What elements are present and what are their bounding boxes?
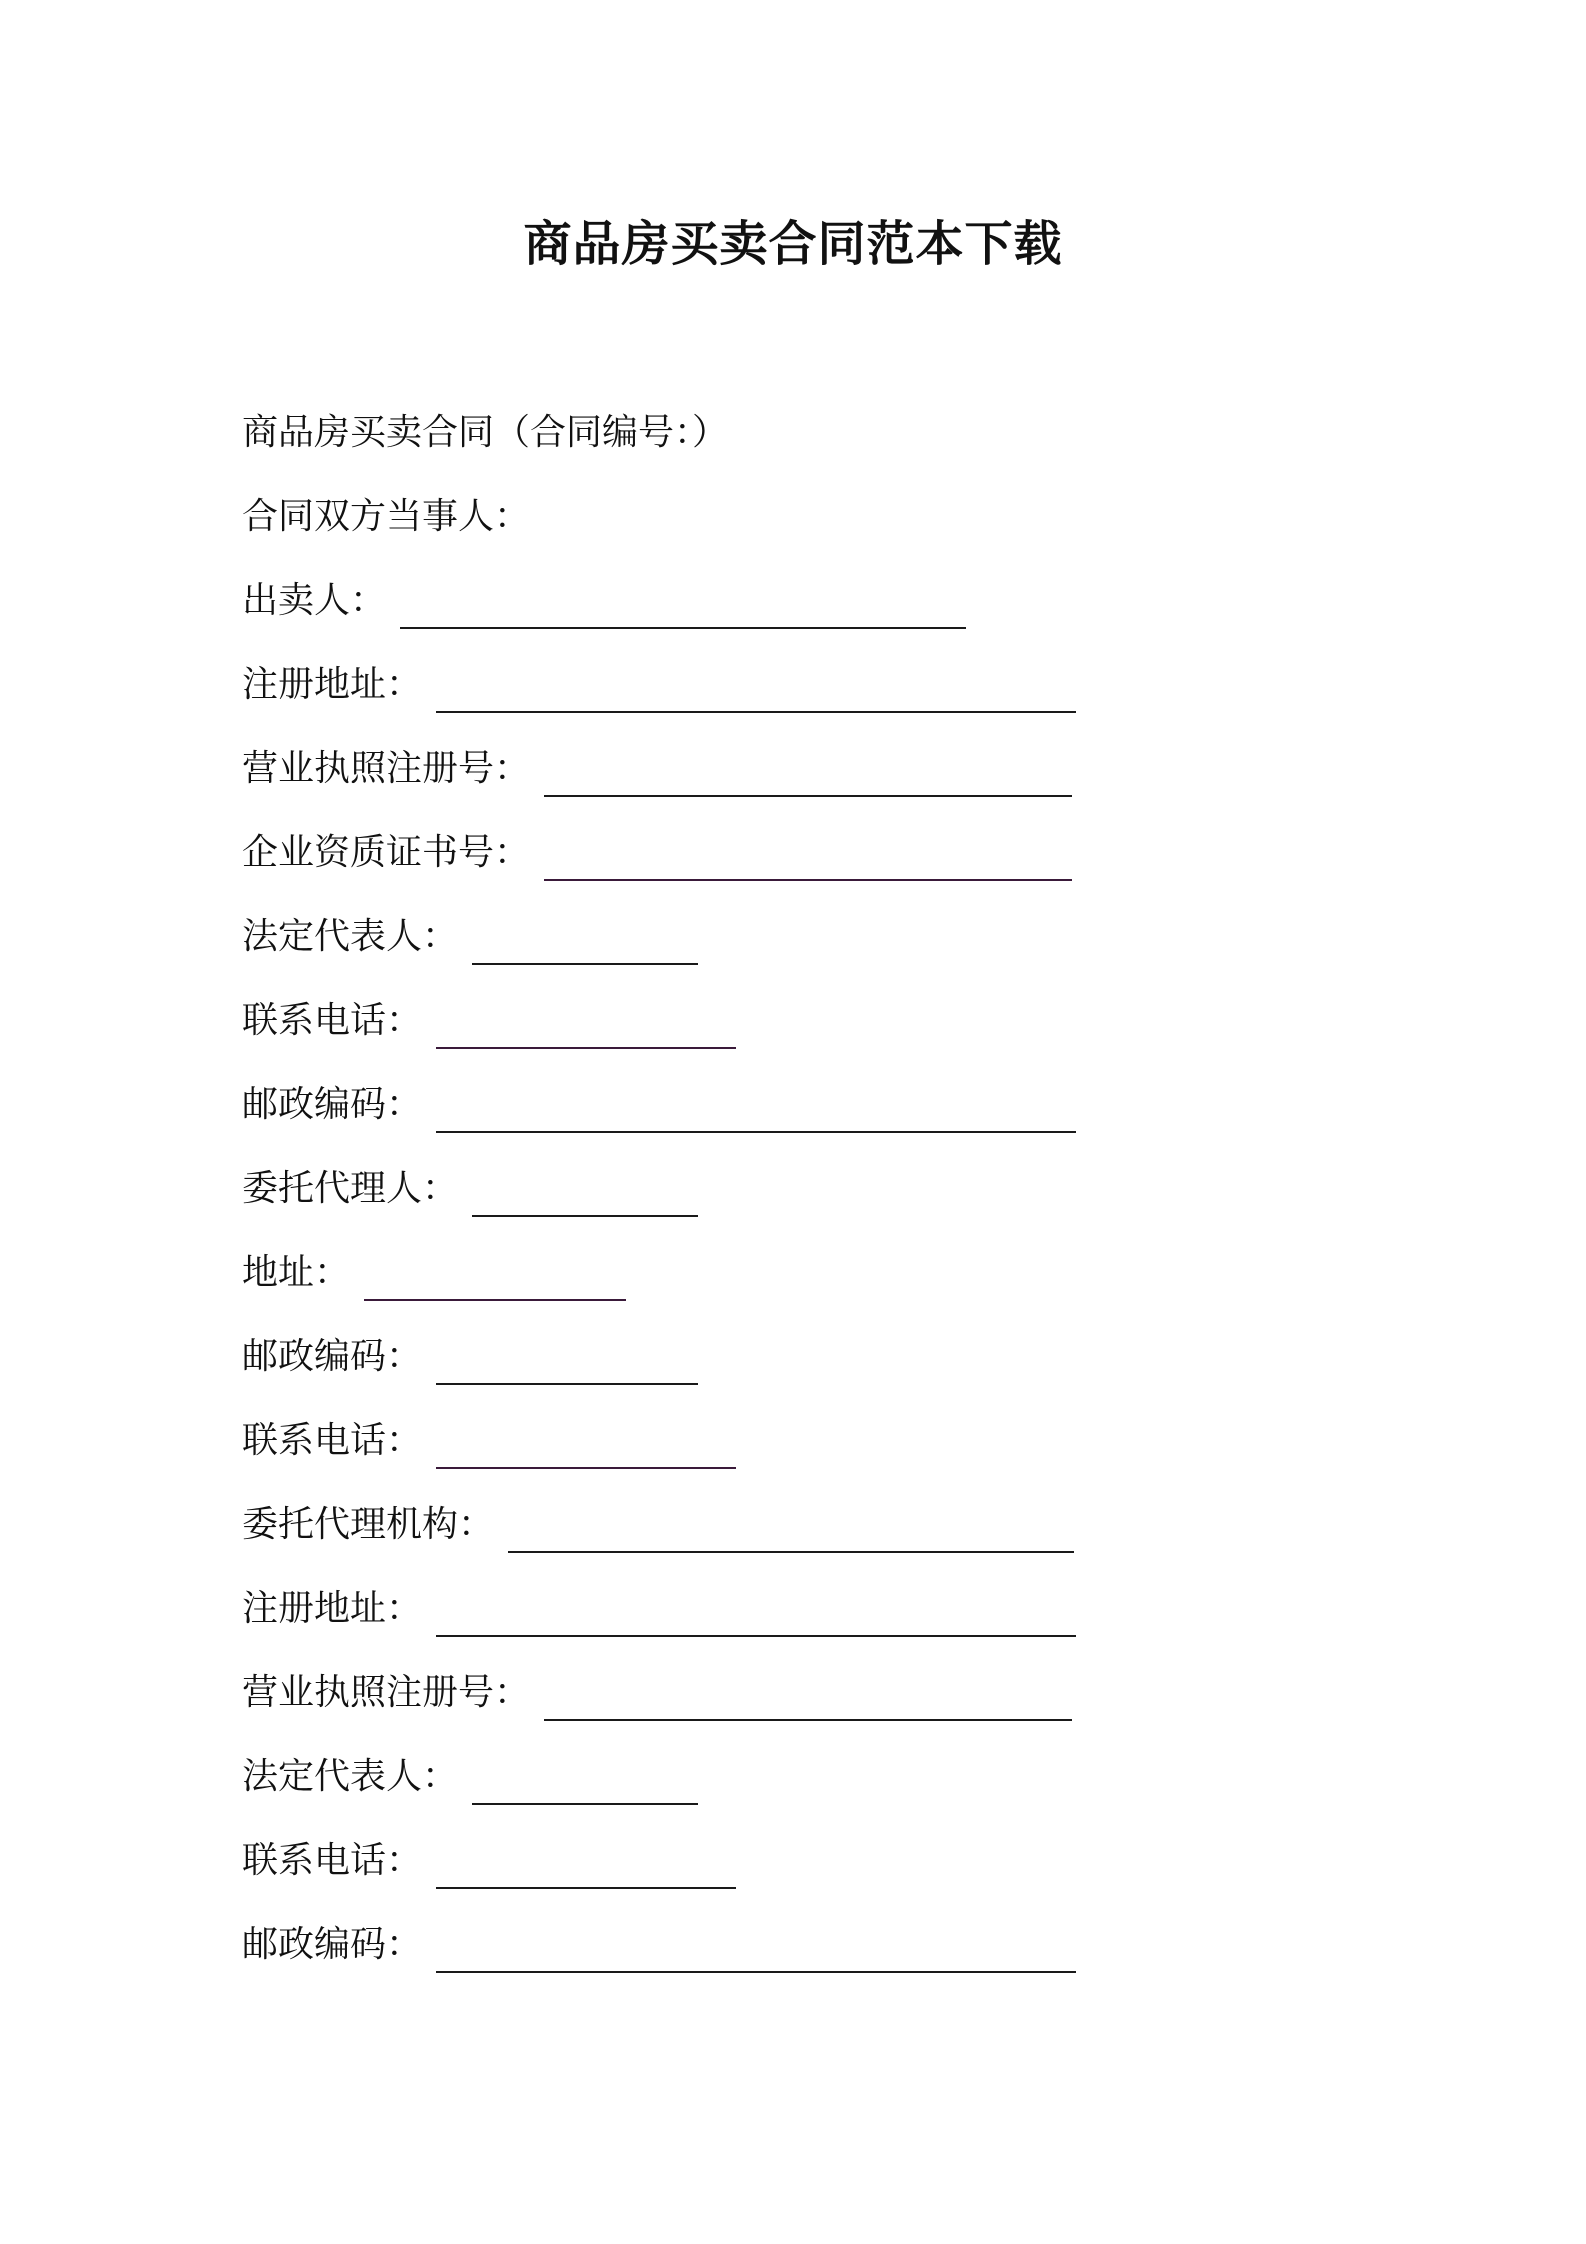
field-agency	[242, 1497, 1074, 1553]
field-label: 营业执照注册号：	[242, 1672, 531, 1713]
field-agent-address	[242, 1245, 626, 1301]
field-agency-phone	[242, 1833, 736, 1889]
field-label: 邮政编码：	[242, 1924, 423, 1965]
fill-in-blank[interactable]	[544, 755, 1072, 797]
fill-in-blank[interactable]	[436, 671, 1076, 713]
field-label: 联系电话：	[242, 1000, 423, 1041]
field-label: 注册地址：	[242, 664, 423, 705]
field-label: 委托代理人：	[242, 1168, 459, 1209]
fill-in-blank[interactable]	[436, 1847, 736, 1889]
fill-in-blank[interactable]	[472, 1763, 698, 1805]
field-seller-qualification-cert-no	[242, 825, 1072, 881]
field-label: 出卖人：	[242, 580, 387, 621]
field-seller-business-license-no	[242, 741, 1072, 797]
field-seller	[242, 573, 966, 629]
fill-in-blank[interactable]	[436, 1343, 698, 1385]
field-agent-phone	[242, 1413, 736, 1469]
fill-in-blank[interactable]	[400, 587, 966, 629]
field-label: 法定代表人：	[242, 916, 459, 957]
fill-in-blank[interactable]	[472, 923, 698, 965]
field-label: 联系电话：	[242, 1840, 423, 1881]
fill-in-blank[interactable]	[508, 1511, 1074, 1553]
field-label: 营业执照注册号：	[242, 748, 531, 789]
field-agency-business-license-no	[242, 1665, 1072, 1721]
field-agency-postal-code	[242, 1917, 1076, 1973]
field-label: 联系电话：	[242, 1420, 423, 1461]
fill-in-blank[interactable]	[544, 839, 1072, 881]
fill-in-blank[interactable]	[436, 1007, 736, 1049]
field-label: 地址：	[242, 1252, 351, 1293]
field-label: 邮政编码：	[242, 1336, 423, 1377]
document-title: 商品房买卖合同范本下载	[523, 216, 1063, 272]
field-seller-phone	[242, 993, 736, 1049]
fill-in-blank[interactable]	[364, 1259, 626, 1301]
field-agent-postal-code	[242, 1329, 698, 1385]
field-agency-legal-representative	[242, 1749, 698, 1805]
contract-heading-line	[242, 405, 728, 461]
field-seller-legal-representative	[242, 909, 698, 965]
field-label: 邮政编码：	[242, 1084, 423, 1125]
field-seller-registered-address	[242, 657, 1076, 713]
field-label: 法定代表人：	[242, 1756, 459, 1797]
field-agency-registered-address	[242, 1581, 1076, 1637]
fill-in-blank[interactable]	[436, 1091, 1076, 1133]
parties-label-line	[242, 489, 530, 545]
contract-heading: 商品房买卖合同（合同编号：）	[242, 412, 729, 453]
fill-in-blank[interactable]	[472, 1175, 698, 1217]
fill-in-blank[interactable]	[436, 1595, 1076, 1637]
fill-in-blank[interactable]	[544, 1679, 1072, 1721]
field-seller-postal-code	[242, 1077, 1076, 1133]
fill-in-blank[interactable]	[436, 1427, 736, 1469]
parties-label: 合同双方当事人：	[242, 496, 531, 537]
field-seller-agent	[242, 1161, 698, 1217]
field-label: 注册地址：	[242, 1588, 423, 1629]
fill-in-blank[interactable]	[436, 1931, 1076, 1973]
field-label: 委托代理机构：	[242, 1504, 495, 1545]
field-label: 企业资质证书号：	[242, 832, 531, 873]
